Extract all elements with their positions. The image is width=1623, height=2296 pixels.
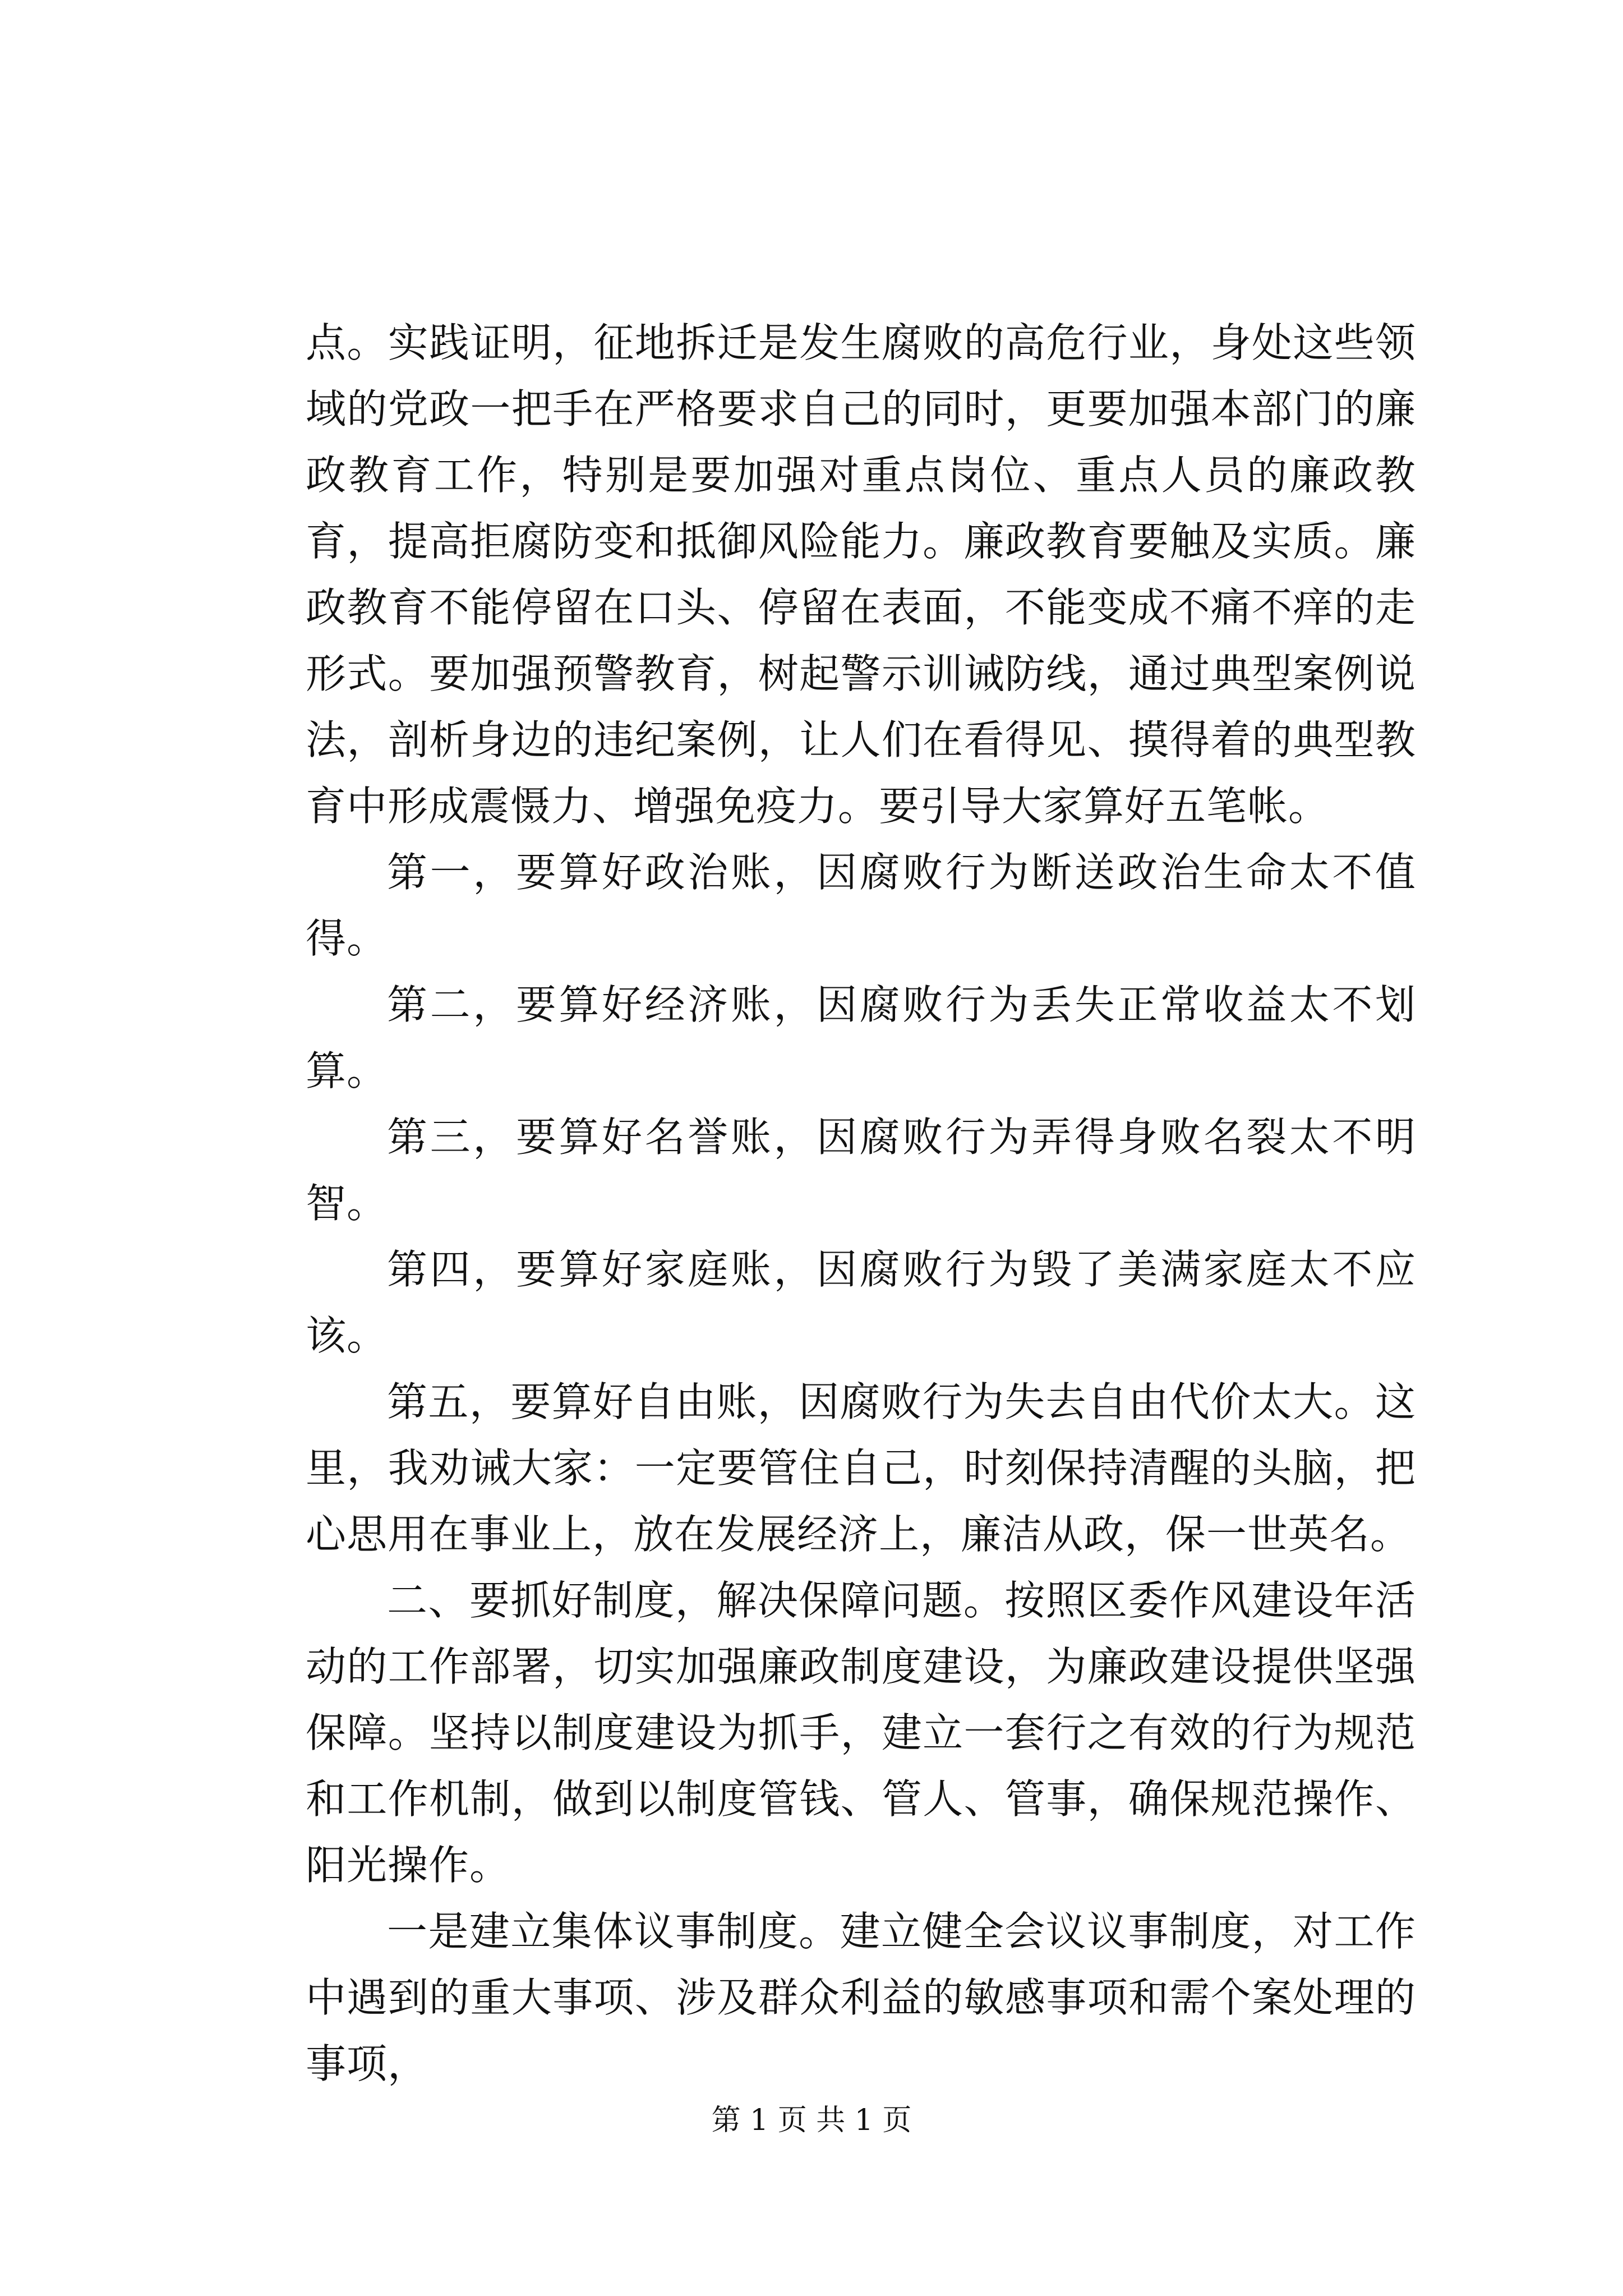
paragraph: 二、要抓好制度，解决保障问题。按照区委作风建设年活动的工作部署，切实加强廉政制度建设，为廉政建设提供坚强保障。坚持以制度建设为抓手，建立一套行之有效的行为规范和工作机制，做到以制度管钱、管人、管事，确保规范操作、阳光操作。 — [306, 1577, 1416, 1889]
paragraph: 第五，要算好自由账，因腐败行为失去自由代价太大。这里，我劝诫大家：一定要管住自己，时刻保持清醒的头脑，把心思用在事业上，放在发展经济上，廉洁从政，保一世英名。 — [306, 1378, 1416, 1558]
document-body — [306, 310, 1416, 2097]
paragraph: 第一，要算好政治账，因腐败行为断送政治生命太不值得。 — [306, 849, 1416, 962]
paragraph: 第三，要算好名誉账，因腐败行为弄得身败名裂太不明智。 — [306, 1114, 1416, 1227]
paragraph: 第四，要算好家庭账，因腐败行为毁了美满家庭太不应该。 — [306, 1246, 1416, 1359]
paragraph: 第二，要算好经济账，因腐败行为丢失正常收益太不划算。 — [306, 981, 1416, 1094]
page-number-footer: 第 1 页 共 1 页 — [711, 2104, 912, 2137]
paragraph: 一是建立集体议事制度。建立健全会议议事制度，对工作中遇到的重大事项、涉及群众利益的敏感事项和需个案处理的事项， — [306, 1908, 1416, 2087]
paragraph: 点。实践证明，征地拆迁是发生腐败的高危行业，身处这些领域的党政一把手在严格要求自己的同时，更要加强本部门的廉政教育工作，特别是要加强对重点岗位、重点人员的廉政教育，提高拒腐防变和抵御风险能力。廉政教育要触及实质。廉政教育不能停留在口头、停留在表面，不能变成不痛不痒的走形式。要加强预警教育，树起警示训诫防线，通过典型案例说法，剖析身边的违纪案例，让人们在看得见、摸得着的典型教育中形成震慑力、增强免疫力。要引导大家算好五笔帐。 — [306, 319, 1416, 830]
